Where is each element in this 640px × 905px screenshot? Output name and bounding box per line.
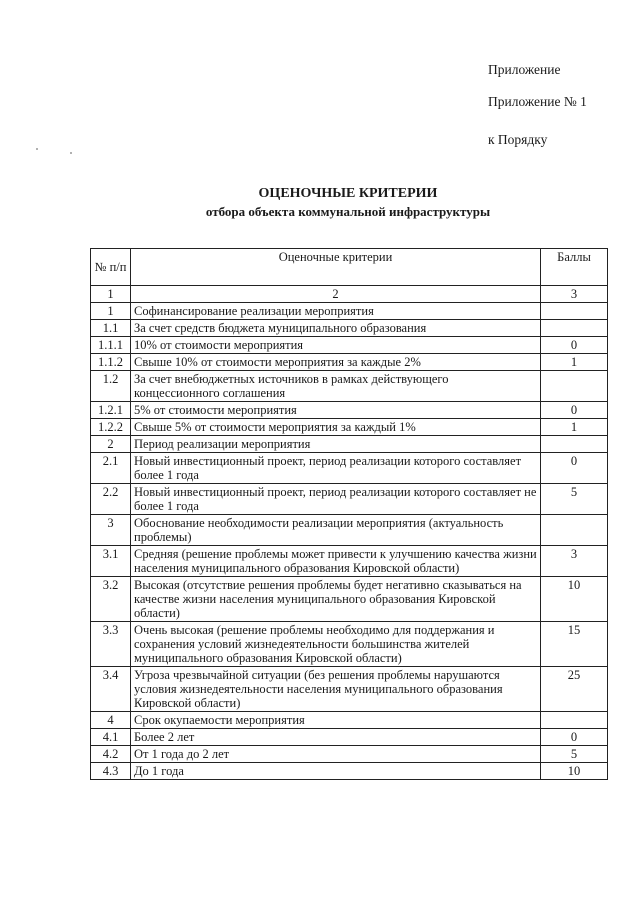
row-criterion: До 1 года xyxy=(131,763,541,780)
index-cell-1: 1 xyxy=(91,286,131,303)
table-header-row xyxy=(91,249,608,286)
index-row xyxy=(91,286,608,303)
header-points: Баллы xyxy=(541,249,608,286)
row-points xyxy=(541,303,608,320)
row-points: 15 xyxy=(541,622,608,667)
row-points xyxy=(541,320,608,337)
table-row xyxy=(91,436,608,453)
table-row xyxy=(91,515,608,546)
row-points: 10 xyxy=(541,763,608,780)
row-number: 4 xyxy=(91,712,131,729)
index-cell-3: 3 xyxy=(541,286,608,303)
row-points: 1 xyxy=(541,419,608,436)
row-points xyxy=(541,371,608,402)
row-points: 25 xyxy=(541,667,608,712)
row-criterion: Очень высокая (решение проблемы необходимо для поддержания и сохранения условий жизнедеятельности большинства жителей муниципального образования Кировской области) xyxy=(131,622,541,667)
row-number: 3.3 xyxy=(91,622,131,667)
row-criterion: Новый инвестиционный проект, период реализации которого составляет более 1 года xyxy=(131,453,541,484)
row-number: 3.4 xyxy=(91,667,131,712)
table-row xyxy=(91,320,608,337)
row-criterion: Период реализации мероприятия xyxy=(131,436,541,453)
row-points: 5 xyxy=(541,746,608,763)
table-row xyxy=(91,484,608,515)
table-row xyxy=(91,577,608,622)
table-row xyxy=(91,763,608,780)
appendix-label: Приложение xyxy=(488,62,561,77)
row-criterion: Обоснование необходимости реализации мероприятия (актуальность проблемы) xyxy=(131,515,541,546)
document-title: ОЦЕНОЧНЫЕ КРИТЕРИИ xyxy=(258,186,438,201)
appendix-number: Приложение № 1 xyxy=(488,94,587,109)
table-row xyxy=(91,354,608,371)
row-criterion: Высокая (отсутствие решения проблемы будет негативно сказываться на качестве жизни населения муниципального образования Кировской области) xyxy=(131,577,541,622)
table-row xyxy=(91,419,608,436)
row-number: 2.1 xyxy=(91,453,131,484)
row-criterion: Средняя (решение проблемы может привести к улучшению качества жизни населения муниципального образования Кировской области) xyxy=(131,546,541,577)
scan-speck xyxy=(70,152,72,154)
row-number: 3 xyxy=(91,515,131,546)
row-criterion: 5% от стоимости мероприятия xyxy=(131,402,541,419)
table-row xyxy=(91,667,608,712)
row-number: 1.1.2 xyxy=(91,354,131,371)
row-points: 5 xyxy=(541,484,608,515)
row-criterion: Софинансирование реализации мероприятия xyxy=(131,303,541,320)
row-criterion: Срок окупаемости мероприятия xyxy=(131,712,541,729)
header-criteria: Оценочные критерии xyxy=(131,249,541,286)
row-number: 2.2 xyxy=(91,484,131,515)
row-criterion: От 1 года до 2 лет xyxy=(131,746,541,763)
table-row xyxy=(91,746,608,763)
row-criterion: За счет средств бюджета муниципального образования xyxy=(131,320,541,337)
row-points xyxy=(541,515,608,546)
table-row xyxy=(91,337,608,354)
row-number: 1.1 xyxy=(91,320,131,337)
scan-speck xyxy=(36,148,38,150)
row-criterion: Новый инвестиционный проект, период реализации которого составляет не более 1 года xyxy=(131,484,541,515)
row-points: 0 xyxy=(541,729,608,746)
table-row xyxy=(91,729,608,746)
row-number: 2 xyxy=(91,436,131,453)
row-points: 1 xyxy=(541,354,608,371)
row-points: 3 xyxy=(541,546,608,577)
document-subtitle: отбора объекта коммунальной инфраструктуры xyxy=(205,204,491,219)
row-number: 4.2 xyxy=(91,746,131,763)
table-row xyxy=(91,402,608,419)
row-points xyxy=(541,436,608,453)
row-number: 1 xyxy=(91,303,131,320)
row-criterion: Более 2 лет xyxy=(131,729,541,746)
row-criterion: Свыше 10% от стоимости мероприятия за каждые 2% xyxy=(131,354,541,371)
row-points: 0 xyxy=(541,453,608,484)
row-points: 0 xyxy=(541,402,608,419)
row-points: 10 xyxy=(541,577,608,622)
criteria-table xyxy=(90,248,608,780)
row-criterion: Свыше 5% от стоимости мероприятия за каждый 1% xyxy=(131,419,541,436)
table-row xyxy=(91,622,608,667)
table-row xyxy=(91,371,608,402)
table-row xyxy=(91,712,608,729)
row-number: 1.2.2 xyxy=(91,419,131,436)
table-row xyxy=(91,546,608,577)
index-cell-2: 2 xyxy=(131,286,541,303)
row-criterion: Угроза чрезвычайной ситуации (без решения проблемы нарушаются условия жизнедеятельности населения муниципального образования Кировской области) xyxy=(131,667,541,712)
row-number: 1.2 xyxy=(91,371,131,402)
row-number: 4.3 xyxy=(91,763,131,780)
row-number: 3.2 xyxy=(91,577,131,622)
table-row xyxy=(91,303,608,320)
table-row xyxy=(91,453,608,484)
row-number: 1.1.1 xyxy=(91,337,131,354)
row-points xyxy=(541,712,608,729)
appendix-reference: к Порядку xyxy=(488,132,548,147)
header-num: № п/п xyxy=(91,249,131,286)
row-points: 0 xyxy=(541,337,608,354)
row-number: 1.2.1 xyxy=(91,402,131,419)
row-number: 3.1 xyxy=(91,546,131,577)
row-criterion: За счет внебюджетных источников в рамках действующего концессионного соглашения xyxy=(131,371,541,402)
row-criterion: 10% от стоимости мероприятия xyxy=(131,337,541,354)
row-number: 4.1 xyxy=(91,729,131,746)
